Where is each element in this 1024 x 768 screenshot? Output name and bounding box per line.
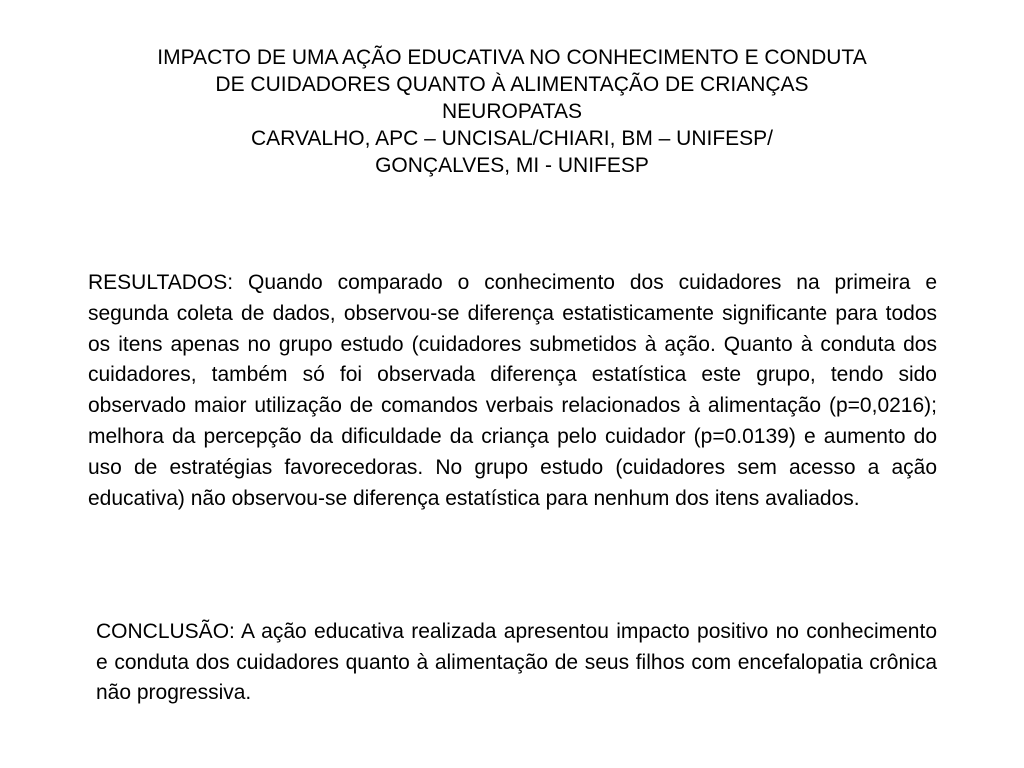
results-paragraph: RESULTADOS: Quando comparado o conhecimento dos cuidadores na primeira e segunda coleta de dados, observou-se diferença estatisticamente significante para todos os itens apenas no grupo estudo (cuidadores submetidos à ação. Quanto à conduta dos cuidadores, também só foi observada diferença estatística este grupo, tendo sido observado maior utilização de comandos verbais relacionados à alimentação (p=0,0216); melhora da percepção da dificuldade da criança pelo cuidador (p=0.0139) e aumento do uso de estratégias favorecedoras. No grupo estudo (cuidadores sem acesso a ação educativa) não observou-se diferença estatística para nenhum dos itens avaliados. xyxy=(88,271,937,510)
authors-line-2: GONÇALVES, MI - UNIFESP xyxy=(375,154,649,177)
title-line-3: NEUROPATAS xyxy=(441,100,583,123)
slide-title-block xyxy=(40,44,984,179)
conclusion-paragraph: CONCLUSÃO: A ação educativa realizada apresentou impacto positivo no conhecimento e conduta dos cuidadores quanto à alimentação de seus filhos com encefalopatia crônica não progressiva. xyxy=(96,620,937,704)
title-line-1: IMPACTO DE UMA AÇÃO EDUCATIVA NO CONHECIMENTO E CONDUTA xyxy=(157,46,867,69)
authors-line-1: CARVALHO, APC – UNCISAL/CHIARI, BM – UNIFESP/ xyxy=(250,127,774,150)
title-line-2: DE CUIDADORES QUANTO À ALIMENTAÇÃO DE CRIANÇAS xyxy=(215,73,809,96)
